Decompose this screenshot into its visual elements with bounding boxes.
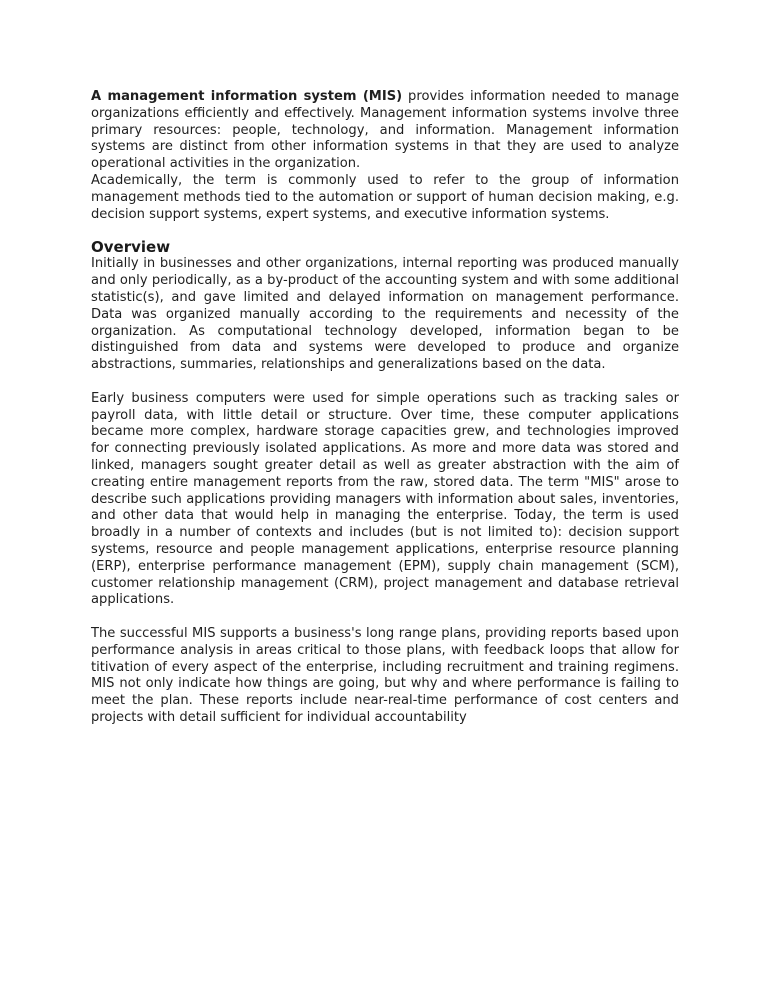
overview-paragraph-2: Early business computers were used for simple operations such as tracking sales or payroll data, with little detail or structure. Over time, these computer applications became more complex, hardware storage capacities grew, and technologies improved for connecting previously isolated applications. As more and more data was stored and linked, managers sought greater detail as well as greater abstraction with the aim of creating entire management reports from the raw, stored data. The term "MIS" arose to describe such applications providing managers with information about sales, inventories, and other data that would help in managing the enterprise. Today, the term is used broadly in a number of contexts and includes (but is not limited to): decision support systems, resource and people management applications, enterprise resource planning (ERP), enterprise performance management (EPM), supply chain management (SCM), customer relationship management (CRM), project management and database retrieval applications. bbox=[91, 390, 679, 608]
intro-paragraph-2: Academically, the term is commonly used to refer to the group of information management methods tied to the automation or support of human decision making, e.g. decision support systems, expert systems, and executive information systems. bbox=[91, 172, 679, 222]
overview-heading: Overview bbox=[91, 238, 171, 257]
mis-bold-term: A management information system (MIS) bbox=[91, 89, 403, 104]
document-page bbox=[91, 89, 679, 727]
intro-paragraph-1 bbox=[91, 89, 679, 173]
intro-paragraph-1-text: provides information needed to manage organizations efficiently and effectively. Management information systems involve three primary resources: people, technology, and information. Management information systems are distinct from other information systems in that they are used to analyze operational activities in the organization. bbox=[91, 89, 680, 172]
overview-paragraph-1: Initially in businesses and other organizations, internal reporting was produced manually and only periodically, as a by-product of the accounting system and with some additional statistic(s), and gave limited and delayed information on management performance. Data was organized manually according to the requirements and necessity of the organization. As computational technology developed, information began to be distinguished from data and systems were developed to produce and organize abstractions, summaries, relationships and generalizations based on the data. bbox=[91, 256, 679, 373]
overview-paragraph-3: The successful MIS supports a business's long range plans, providing reports based upon performance analysis in areas critical to those plans, with feedback loops that allow for titivation of every aspect of the enterprise, including recruitment and training regimens. MIS not only indicate how things are going, but why and where performance is failing to meet the plan. These reports include near-real-time performance of cost centers and projects with detail sufficient for individual accountability bbox=[91, 625, 679, 725]
